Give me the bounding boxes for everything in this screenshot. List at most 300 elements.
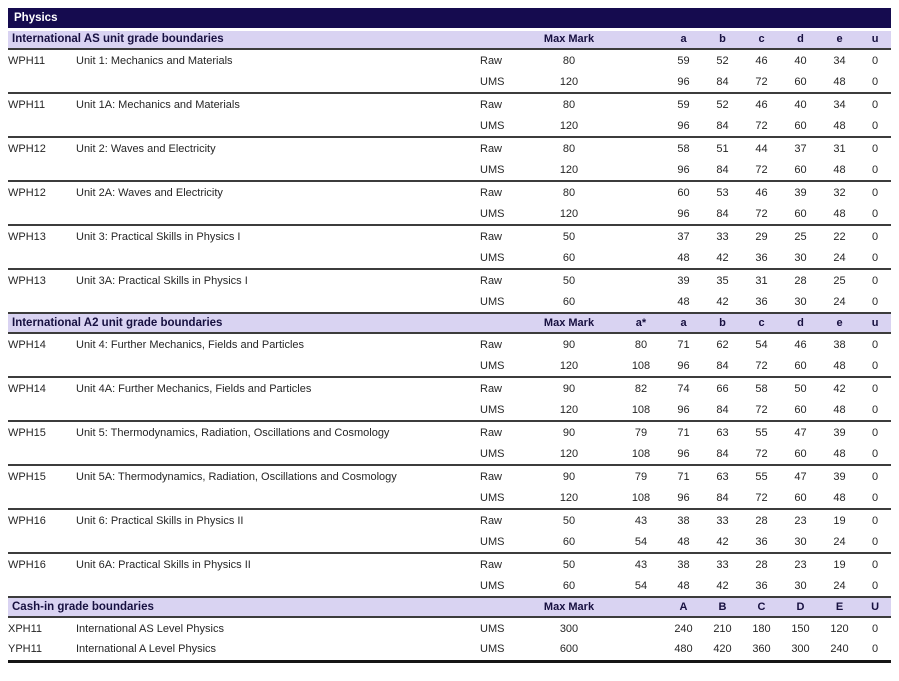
- unit-code: [8, 399, 76, 421]
- grade-boundary-value: 80: [618, 333, 664, 355]
- grade-boundary-value: 48: [833, 447, 846, 460]
- unit-name: Unit 4A: Further Mechanics, Fields and Particles: [76, 377, 480, 399]
- grade-boundary-value: 240: [664, 617, 703, 639]
- grade-boundary-value: 59: [664, 93, 703, 115]
- max-mark-value: 80: [520, 137, 618, 159]
- grade-boundary-value: [618, 639, 664, 661]
- grade-boundary-value: 96: [677, 359, 690, 372]
- unit-name: Unit 6A: Practical Skills in Physics II: [76, 553, 480, 575]
- grade-boundary-value: 108: [631, 359, 651, 372]
- grade-boundary-value: 48: [833, 403, 846, 416]
- unit-code: [8, 443, 76, 465]
- mark-type: Raw: [480, 465, 520, 487]
- grade-boundary-value: 46: [781, 333, 820, 355]
- max-mark-header: Max Mark: [520, 313, 618, 333]
- grade-boundary-value: 0: [872, 207, 879, 220]
- grade-boundary-value: 39: [664, 269, 703, 291]
- grade-boundary-value: 42: [716, 251, 729, 264]
- grade-column-header: a*: [618, 313, 664, 333]
- unit-name: [76, 203, 480, 225]
- mark-type: UMS: [480, 207, 505, 220]
- max-mark-value: 120: [559, 207, 579, 220]
- unit-code: WPH13: [8, 225, 76, 247]
- unit-code: WPH14: [8, 333, 76, 355]
- grade-column-header: b: [703, 29, 742, 49]
- grade-boundary-value: 0: [859, 333, 891, 355]
- grade-boundary-value: 84: [716, 207, 729, 220]
- unit-name: [76, 247, 480, 269]
- grade-boundary-value: 82: [618, 377, 664, 399]
- max-mark-value: 90: [520, 333, 618, 355]
- unit-code: [8, 247, 76, 269]
- unit-name: [76, 159, 480, 181]
- grade-boundary-value: 46: [742, 93, 781, 115]
- unit-code: [8, 355, 76, 377]
- mark-type: UMS: [480, 643, 505, 656]
- grade-boundary-value: 48: [833, 163, 846, 176]
- max-mark-value: 50: [520, 225, 618, 247]
- grade-boundary-value: 0: [859, 49, 891, 71]
- unit-code: WPH16: [8, 509, 76, 531]
- grade-column-header: [618, 597, 664, 617]
- grade-boundary-value: 55: [742, 421, 781, 443]
- grade-column-header: d: [781, 313, 820, 333]
- grade-boundary-value: [618, 181, 664, 203]
- grade-boundary-value: 0: [859, 553, 891, 575]
- max-mark-value: 120: [559, 119, 579, 132]
- unit-row: [8, 137, 891, 159]
- section-title: International AS unit grade boundaries: [8, 29, 520, 49]
- unit-row: [8, 333, 891, 355]
- grade-boundary-value: 84: [716, 75, 729, 88]
- unit-row: [8, 159, 891, 181]
- grade-boundary-value: 0: [859, 181, 891, 203]
- max-mark-value: 60: [562, 251, 576, 264]
- grade-boundary-value: 29: [742, 225, 781, 247]
- mark-type: Raw: [480, 377, 520, 399]
- grade-boundary-value: 23: [781, 509, 820, 531]
- grade-boundary-value: 71: [664, 465, 703, 487]
- unit-code: [8, 115, 76, 137]
- grade-boundary-value: 84: [716, 359, 729, 372]
- grade-boundary-value: 53: [703, 181, 742, 203]
- grade-boundary-value: 23: [781, 553, 820, 575]
- mark-type: Raw: [480, 333, 520, 355]
- grade-table-body: [8, 8, 891, 661]
- grade-boundary-value: 0: [872, 447, 879, 460]
- grade-boundary-value: 72: [755, 447, 768, 460]
- mark-type: UMS: [480, 447, 505, 460]
- grade-boundary-value: 19: [820, 553, 859, 575]
- grade-boundary-value: 71: [664, 421, 703, 443]
- unit-row: [8, 553, 891, 575]
- grade-column-header: a: [664, 313, 703, 333]
- mark-type: UMS: [480, 403, 505, 416]
- grade-column-header: c: [742, 29, 781, 49]
- unit-code: WPH12: [8, 137, 76, 159]
- grade-column-header: b: [703, 313, 742, 333]
- unit-name: Unit 5: Thermodynamics, Radiation, Oscillations and Cosmology: [76, 421, 480, 443]
- max-mark-value: 120: [559, 163, 579, 176]
- grade-boundary-value: 180: [742, 617, 781, 639]
- grade-boundary-value: 60: [664, 181, 703, 203]
- grade-boundary-value: 240: [830, 643, 849, 656]
- unit-code: WPH13: [8, 269, 76, 291]
- grade-boundary-value: 108: [631, 447, 651, 460]
- grade-column-header: [618, 29, 664, 49]
- grade-boundary-value: 34: [820, 49, 859, 71]
- grade-boundary-value: 55: [742, 465, 781, 487]
- grade-boundary-value: 0: [859, 617, 891, 639]
- max-mark-value: 50: [520, 509, 618, 531]
- unit-row: [8, 639, 891, 661]
- grade-boundary-value: 36: [755, 535, 768, 548]
- grade-boundary-value: 60: [794, 359, 807, 372]
- grade-boundary-value: 52: [703, 93, 742, 115]
- grade-boundary-value: 36: [755, 579, 768, 592]
- grade-boundary-value: 0: [859, 225, 891, 247]
- grade-boundary-value: [618, 617, 664, 639]
- grade-boundary-value: 19: [820, 509, 859, 531]
- grade-boundary-value: 60: [794, 403, 807, 416]
- unit-row: [8, 617, 891, 639]
- grade-boundary-value: 60: [794, 163, 807, 176]
- unit-row: [8, 225, 891, 247]
- grade-boundary-value: 60: [794, 491, 807, 504]
- grade-boundary-value: 480: [674, 643, 693, 656]
- unit-row: [8, 443, 891, 465]
- grade-boundary-value: 33: [703, 553, 742, 575]
- grade-boundary-value: 59: [664, 49, 703, 71]
- grade-boundary-value: 0: [872, 295, 879, 308]
- unit-name: [76, 115, 480, 137]
- grade-boundary-value: 28: [781, 269, 820, 291]
- unit-name: Unit 3: Practical Skills in Physics I: [76, 225, 480, 247]
- grade-boundary-value: 36: [755, 295, 768, 308]
- grade-column-header: u: [859, 313, 891, 333]
- grade-boundary-value: 84: [716, 491, 729, 504]
- grade-boundary-value: 0: [872, 251, 879, 264]
- grade-column-header: e: [820, 313, 859, 333]
- grade-boundary-value: 22: [820, 225, 859, 247]
- unit-row: [8, 377, 891, 399]
- unit-name: [76, 487, 480, 509]
- unit-code: WPH11: [8, 49, 76, 71]
- unit-code: [8, 71, 76, 93]
- grade-boundary-value: 48: [677, 295, 690, 308]
- grade-boundary-value: [618, 291, 664, 313]
- grade-boundary-value: 47: [781, 421, 820, 443]
- grade-column-header: E: [820, 597, 859, 617]
- mark-type: Raw: [480, 181, 520, 203]
- grade-boundary-value: 48: [833, 207, 846, 220]
- max-mark-value: 50: [520, 269, 618, 291]
- grade-boundary-value: 28: [742, 553, 781, 575]
- section-title: Cash-in grade boundaries: [8, 597, 520, 617]
- unit-code: WPH15: [8, 421, 76, 443]
- unit-row: [8, 465, 891, 487]
- grade-boundary-value: 66: [703, 377, 742, 399]
- grade-boundary-value: 72: [755, 119, 768, 132]
- max-mark-value: 120: [559, 491, 579, 504]
- grade-boundary-value: 96: [677, 75, 690, 88]
- unit-row: [8, 509, 891, 531]
- unit-code: WPH12: [8, 181, 76, 203]
- grade-boundary-value: 54: [634, 535, 648, 548]
- grade-boundary-value: 30: [794, 535, 807, 548]
- grade-boundary-value: 42: [716, 579, 729, 592]
- grade-boundary-value: 0: [872, 403, 879, 416]
- grade-column-header: C: [742, 597, 781, 617]
- grade-boundary-value: 72: [755, 207, 768, 220]
- unit-row: [8, 269, 891, 291]
- grade-boundary-value: 46: [742, 49, 781, 71]
- unit-name: [76, 71, 480, 93]
- grade-boundary-value: 84: [716, 163, 729, 176]
- max-mark-value: 80: [520, 93, 618, 115]
- unit-row: [8, 487, 891, 509]
- unit-name: [76, 531, 480, 553]
- max-mark-value: 60: [562, 295, 576, 308]
- max-mark-value: 120: [559, 75, 579, 88]
- grade-boundary-value: 0: [872, 643, 879, 656]
- grade-boundary-value: 108: [631, 491, 651, 504]
- grade-boundary-value: 30: [794, 295, 807, 308]
- grade-boundary-value: 71: [664, 333, 703, 355]
- unit-code: WPH14: [8, 377, 76, 399]
- grade-boundary-value: 96: [677, 163, 690, 176]
- grade-boundary-value: 84: [716, 119, 729, 132]
- grade-boundary-value: 40: [781, 49, 820, 71]
- grade-boundary-value: 47: [781, 465, 820, 487]
- section-header-row: [8, 597, 891, 617]
- unit-name: Unit 6: Practical Skills in Physics II: [76, 509, 480, 531]
- grade-column-header: a: [664, 29, 703, 49]
- grade-boundary-value: 0: [872, 359, 879, 372]
- grade-boundary-value: 108: [631, 403, 651, 416]
- grade-boundary-value: 28: [742, 509, 781, 531]
- unit-row: [8, 291, 891, 313]
- grade-column-header: c: [742, 313, 781, 333]
- unit-row: [8, 71, 891, 93]
- table-title: Physics: [8, 8, 891, 29]
- grade-boundary-value: 46: [742, 181, 781, 203]
- grade-boundary-value: 43: [618, 509, 664, 531]
- grade-boundary-value: 48: [833, 359, 846, 372]
- unit-code: YPH11: [8, 643, 43, 656]
- unit-code: [8, 203, 76, 225]
- grade-boundary-value: 33: [703, 509, 742, 531]
- grade-boundary-value: 72: [755, 75, 768, 88]
- mark-type: Raw: [480, 421, 520, 443]
- max-mark-value: 90: [520, 465, 618, 487]
- grade-boundary-value: 0: [859, 421, 891, 443]
- grade-boundary-value: [618, 225, 664, 247]
- table-title-row: [8, 8, 891, 29]
- max-mark-value: 120: [559, 447, 579, 460]
- grade-boundary-value: 38: [664, 553, 703, 575]
- grade-boundary-value: 50: [781, 377, 820, 399]
- section-title: International A2 unit grade boundaries: [8, 313, 520, 333]
- mark-type: UMS: [480, 617, 520, 639]
- grade-boundary-value: 74: [664, 377, 703, 399]
- grade-boundary-value: 39: [781, 181, 820, 203]
- max-mark-value: 90: [520, 421, 618, 443]
- mark-type: Raw: [480, 49, 520, 71]
- grade-boundary-value: 96: [677, 447, 690, 460]
- grade-boundary-value: 96: [677, 119, 690, 132]
- grade-boundary-value: [618, 269, 664, 291]
- grade-boundary-value: 48: [677, 535, 690, 548]
- grade-boundary-value: 84: [716, 403, 729, 416]
- grade-column-header: D: [781, 597, 820, 617]
- max-mark-value: 50: [520, 553, 618, 575]
- unit-row: [8, 93, 891, 115]
- grade-boundary-value: 0: [872, 579, 879, 592]
- unit-name: [76, 399, 480, 421]
- grade-boundary-value: [618, 247, 664, 269]
- mark-type: UMS: [480, 535, 505, 548]
- grade-boundary-value: 63: [703, 465, 742, 487]
- grade-boundary-value: 48: [677, 579, 690, 592]
- unit-name: Unit 3A: Practical Skills in Physics I: [76, 269, 480, 291]
- grade-boundary-value: 25: [820, 269, 859, 291]
- mark-type: UMS: [480, 491, 505, 504]
- grade-boundary-value: 300: [791, 643, 810, 656]
- mark-type: Raw: [480, 225, 520, 247]
- mark-type: Raw: [480, 93, 520, 115]
- grade-column-header: B: [703, 597, 742, 617]
- mark-type: Raw: [480, 137, 520, 159]
- grade-boundary-value: 24: [833, 295, 846, 308]
- mark-type: UMS: [480, 75, 505, 88]
- grade-boundary-value: 58: [664, 137, 703, 159]
- grade-boundary-value: 48: [833, 491, 846, 504]
- mark-type: Raw: [480, 553, 520, 575]
- grade-boundary-value: 34: [820, 93, 859, 115]
- grade-boundary-value: 51: [703, 137, 742, 159]
- grade-boundary-value: 37: [781, 137, 820, 159]
- grade-boundary-value: 37: [664, 225, 703, 247]
- grade-boundary-value: 72: [755, 359, 768, 372]
- unit-code: WPH15: [8, 465, 76, 487]
- grade-boundary-value: 0: [859, 377, 891, 399]
- unit-row: [8, 421, 891, 443]
- max-mark-value: 90: [520, 377, 618, 399]
- max-mark-value: 60: [562, 579, 576, 592]
- grade-boundary-value: [618, 93, 664, 115]
- max-mark-header: Max Mark: [520, 597, 618, 617]
- grade-boundary-value: 360: [752, 643, 771, 656]
- grade-boundary-value: 62: [703, 333, 742, 355]
- unit-row: [8, 247, 891, 269]
- mark-type: UMS: [480, 163, 505, 176]
- grade-boundary-value: 150: [781, 617, 820, 639]
- section-header-row: [8, 313, 891, 333]
- grade-boundary-value: 39: [820, 465, 859, 487]
- grade-boundary-value: 72: [755, 163, 768, 176]
- grade-boundary-value: 52: [703, 49, 742, 71]
- unit-name: Unit 1A: Mechanics and Materials: [76, 93, 480, 115]
- grade-boundary-value: [618, 115, 664, 137]
- unit-row: [8, 49, 891, 71]
- unit-row: [8, 115, 891, 137]
- unit-name: [76, 443, 480, 465]
- mark-type: UMS: [480, 359, 505, 372]
- grade-boundary-value: 48: [833, 119, 846, 132]
- unit-row: [8, 575, 891, 597]
- mark-type: Raw: [480, 269, 520, 291]
- section-header-row: [8, 29, 891, 49]
- grade-boundary-value: 30: [794, 579, 807, 592]
- max-mark-value: 300: [520, 617, 618, 639]
- unit-name: Unit 1: Mechanics and Materials: [76, 49, 480, 71]
- grade-boundary-value: 60: [794, 119, 807, 132]
- grade-column-header: A: [664, 597, 703, 617]
- unit-code: [8, 487, 76, 509]
- grade-boundary-value: 39: [820, 421, 859, 443]
- grade-boundary-value: [618, 71, 664, 93]
- grade-boundary-value: 79: [618, 421, 664, 443]
- grade-boundary-value: 96: [677, 207, 690, 220]
- unit-name: International AS Level Physics: [76, 617, 480, 639]
- grade-boundary-value: 60: [794, 75, 807, 88]
- max-mark-value: 600: [559, 643, 579, 656]
- unit-name: Unit 4: Further Mechanics, Fields and Particles: [76, 333, 480, 355]
- grade-boundary-value: 0: [872, 535, 879, 548]
- grade-boundary-value: 31: [820, 137, 859, 159]
- grade-column-header: u: [859, 29, 891, 49]
- grade-boundary-value: [618, 203, 664, 225]
- grade-boundary-value: 0: [859, 509, 891, 531]
- unit-row: [8, 531, 891, 553]
- grade-boundary-value: 38: [820, 333, 859, 355]
- grade-column-header: e: [820, 29, 859, 49]
- unit-name: Unit 2: Waves and Electricity: [76, 137, 480, 159]
- grade-boundary-value: 43: [618, 553, 664, 575]
- unit-code: [8, 575, 76, 597]
- grade-boundary-value: 32: [820, 181, 859, 203]
- unit-code: [8, 159, 76, 181]
- unit-row: [8, 181, 891, 203]
- unit-code: WPH16: [8, 553, 76, 575]
- mark-type: Raw: [480, 509, 520, 531]
- grade-boundary-value: 0: [872, 119, 879, 132]
- grade-boundary-value: 0: [859, 137, 891, 159]
- grade-boundary-value: 120: [820, 617, 859, 639]
- grade-boundary-value: 42: [716, 295, 729, 308]
- unit-code: [8, 291, 76, 313]
- grade-boundary-value: 60: [794, 207, 807, 220]
- grade-boundary-value: 24: [833, 579, 846, 592]
- grade-boundary-value: 0: [859, 465, 891, 487]
- grade-boundary-value: 63: [703, 421, 742, 443]
- grade-boundary-value: 58: [742, 377, 781, 399]
- unit-row: [8, 399, 891, 421]
- grade-boundary-value: 0: [859, 93, 891, 115]
- max-mark-header: Max Mark: [520, 29, 618, 49]
- grade-boundary-value: [618, 49, 664, 71]
- unit-name: Unit 5A: Thermodynamics, Radiation, Oscillations and Cosmology: [76, 465, 480, 487]
- grade-boundary-value: 210: [703, 617, 742, 639]
- grade-boundary-value: 44: [742, 137, 781, 159]
- grade-boundary-value: 72: [755, 491, 768, 504]
- grade-boundary-value: 30: [794, 251, 807, 264]
- grade-boundary-value: 0: [859, 269, 891, 291]
- grade-boundary-value: 40: [781, 93, 820, 115]
- grade-boundary-value: 48: [833, 75, 846, 88]
- grade-boundary-value: 48: [677, 251, 690, 264]
